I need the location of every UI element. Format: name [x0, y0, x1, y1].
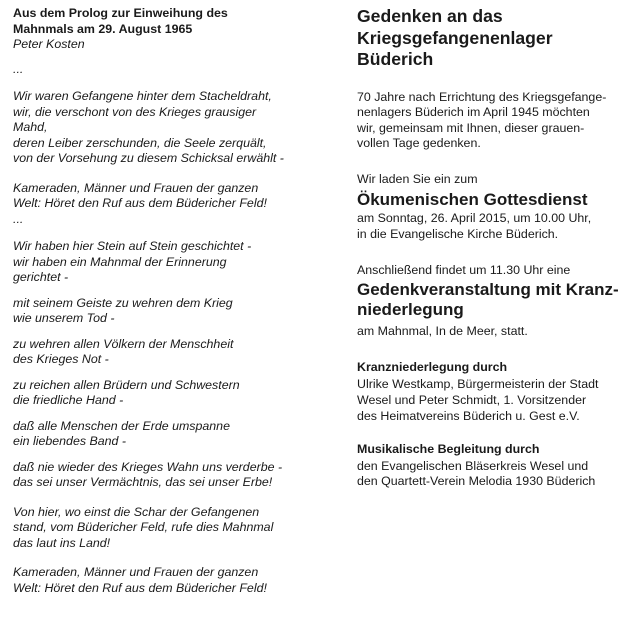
service-details	[357, 211, 625, 242]
verse-line: ein liebendes Band -	[13, 434, 126, 448]
title-line: Kriegsgefangenenlager	[357, 27, 553, 48]
event-title-line: Gedenkveranstaltung mit Kranz-	[357, 280, 619, 300]
verse-line: Kameraden, Männer und Frauen der ganzen	[13, 565, 259, 579]
verse-line: deren Leiber zerschunden, die Seele zerquält,	[13, 135, 267, 150]
intro-paragraph	[357, 90, 625, 152]
verse-line: Mahd,	[13, 120, 48, 134]
service-line: am Sonntag, 26. April 2015, um 10.00 Uhr,	[357, 211, 592, 226]
stanza-1	[13, 89, 331, 167]
prolog-author: Peter Kosten	[13, 37, 85, 51]
stanza-9	[13, 505, 331, 552]
wreath-line: des Heimatvereins Büderich u. Gest e.V.	[357, 408, 580, 423]
stanza-10	[13, 565, 331, 596]
prolog-title	[13, 6, 331, 37]
verse-line: daß alle Menschen der Erde umspanne	[13, 418, 230, 433]
verse-line: wie unserem Tod -	[13, 311, 115, 325]
title-line: Büderich	[357, 49, 434, 69]
stanza-2	[13, 181, 331, 212]
event-place: am Mahnmal, In de Meer, statt.	[357, 324, 528, 339]
verse-line: zu reichen allen Brüdern und Schwestern	[13, 377, 240, 392]
intro-line: 70 Jahre nach Errichtung des Kriegsgefange-	[357, 89, 607, 104]
verse-line: wir haben ein Mahnmal der Erinnerung	[13, 254, 227, 269]
stanza-7	[13, 419, 331, 450]
verse-line: das laut ins Land!	[13, 535, 111, 550]
verse-line: Wir haben hier Stein auf Stein geschichtet -	[13, 239, 252, 253]
verse-line: des Krieges Not -	[13, 352, 109, 366]
music-details	[357, 459, 625, 490]
event-title-line: niederlegung	[357, 300, 464, 320]
verse-line: stand, vom Büdericher Feld, rufe dies Mahnmal	[13, 520, 274, 534]
music-heading: Musikalische Begleitung durch	[357, 442, 540, 457]
stanza-3	[13, 239, 331, 286]
invite-text: Wir laden Sie ein zum	[357, 171, 478, 186]
wreath-line: Ulrike Westkamp, Bürgermeisterin der Stadt	[357, 377, 599, 392]
stanza-6	[13, 378, 331, 409]
stanza-4	[13, 296, 331, 327]
service-line: in die Evangelische Kirche Büderich.	[357, 227, 559, 242]
verse-line: daß nie wieder des Krieges Wahn uns verderbe -	[13, 459, 283, 474]
verse-line: mit seinem Geiste zu wehren dem Krieg	[13, 295, 233, 310]
event-title	[357, 280, 625, 320]
intro-line: vollen Tage gedenken.	[357, 136, 481, 151]
verse-line: Kameraden, Männer und Frauen der ganzen	[13, 180, 259, 195]
verse-line: Welt: Höret den Ruf aus dem Büdericher Feld!	[13, 196, 267, 210]
wreath-line: Wesel und Peter Schmidt, 1. Vorsitzender	[357, 393, 587, 408]
stanza-8	[13, 460, 331, 491]
page-title	[357, 6, 625, 71]
prolog-title-line: Mahnmals am 29. August 1965	[13, 21, 193, 36]
after-text: Anschließend findet um 11.30 Uhr eine	[357, 262, 571, 277]
stanza-5	[13, 337, 331, 368]
wreath-details	[357, 377, 625, 424]
music-line: den Quartett-Verein Melodia 1930 Büderich	[357, 474, 596, 489]
title-line: Gedenken an das	[357, 6, 503, 26]
verse-line: von der Vorsehung zu diesem Schicksal erwählt -	[13, 151, 284, 165]
wreath-heading: Kranzniederlegung durch	[357, 359, 508, 374]
verse-line: Wir waren Gefangene hinter dem Stacheldraht,	[13, 89, 272, 103]
intro-line: nenlagers Büderich im April 1945 möchten	[357, 105, 590, 120]
ellipsis: ...	[13, 61, 24, 76]
event-column	[357, 6, 625, 490]
ellipsis: ...	[13, 211, 24, 226]
service-title: Ökumenischen Gottesdienst	[357, 190, 588, 210]
verse-line: wir, die verschont von des Krieges grausiger	[13, 104, 257, 119]
verse-line: Welt: Höret den Ruf aus dem Büdericher Feld!	[13, 580, 267, 595]
music-line: den Evangelischen Bläserkreis Wesel und	[357, 458, 589, 473]
verse-line: Von hier, wo einst die Schar der Gefangenen	[13, 504, 260, 519]
prolog-column	[13, 6, 331, 596]
verse-line: gerichtet -	[13, 270, 69, 284]
verse-line: zu wehren allen Völkern der Menschheit	[13, 336, 234, 351]
verse-line: das sei unser Vermächtnis, das sei unser Erbe!	[13, 475, 273, 489]
prolog-title-line: Aus dem Prolog zur Einweihung des	[13, 6, 228, 20]
intro-line: wir, gemeinsam mit Ihnen, dieser grauen-	[357, 120, 585, 135]
verse-line: die friedliche Hand -	[13, 393, 124, 407]
